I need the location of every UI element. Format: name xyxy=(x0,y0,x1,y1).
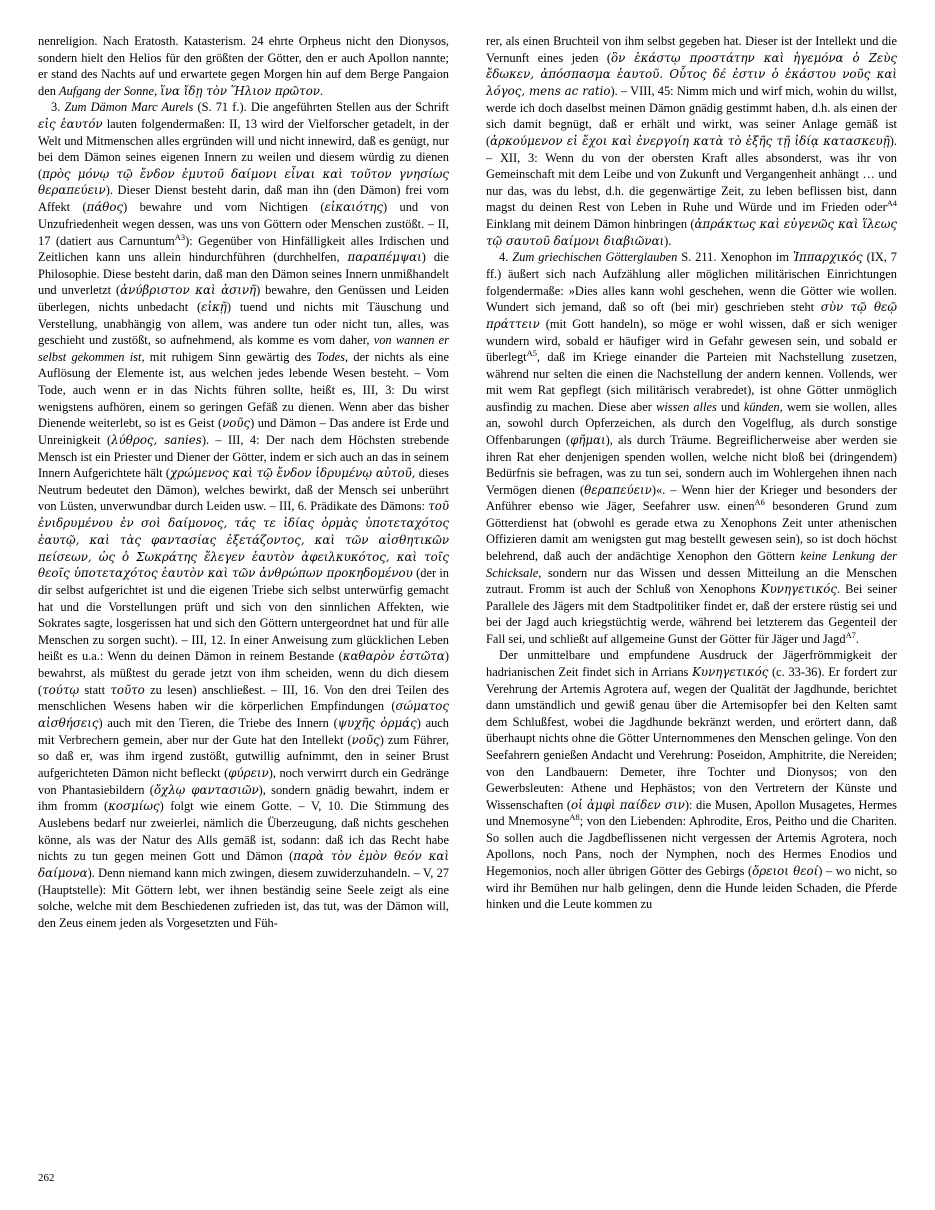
greek-quotation: φύρειν xyxy=(228,766,269,780)
paragraph xyxy=(486,647,897,912)
body-text: Der unmittelbare und empfundene Ausdruck der Jägerfrömmigkeit der hadrianischen Zeit findet sich in Arrians xyxy=(486,648,897,680)
body-text: ). Dieser Dienst besteht darin, daß man ihn (den Dämon) frei vom Affekt ( xyxy=(38,183,449,215)
footnote-marker: A3 xyxy=(174,231,186,242)
body-text: (IX, 7 ff.) äußert sich nach Aufzählung aller möglichen militärischen Einrichtungen folgendermaße: »Dies alles kann wohl geschehen, wenn die Götter wie wollen. Wundert sich jemand, daß so oft (bei mir) geschrieben steht xyxy=(486,250,898,315)
body-text: S. 211. Xenophon im xyxy=(677,250,793,265)
greek-quotation: ψυχῆς ὁρμάς xyxy=(337,715,417,730)
body-text: ) und von Unzufriedenheit wegen dessen, was uns von Göttern oder Menschen zustößt. – II, 17 (datiert aus Carnuntum xyxy=(38,200,450,248)
body-text: ) auch mit Verbrechern gemein, aber nur der Gute hat den Intellekt ( xyxy=(38,715,449,747)
body-text: besonderen Grund zum Götterdienst hat (obwohl es gerade etwa zu Xenophons Zeit unter athenischen Offizieren damit am wenigsten gut mag bestellt gewesen sein), so ist doch höchst belehrend, daß auch der andächtige Xenophon den Göttern xyxy=(486,499,898,564)
greek-quotation: τοῦ ἐνιδρυμένου ἐν σοὶ δαίμονος, τάς τε ἰδίας ὁρμὰς ὑποτεταχότος ἑαυτῷ, καὶ τὰς φαντασίας ἐξετάζοντος, καὶ τῶν αἰσθητικῶν πείσεων, ὡς ὁ Σωκράτης ἔλεγεν ἑαυτὸν ἀφειλκυκότος, καὶ τοῖς θεοῖς ὑποτεταχότος ἑαυτὸν καὶ τῶν ἀνθρώπων προκηδομένου xyxy=(38,499,449,581)
greek-quotation: ὃν ἑκάστῳ προστάτην καὶ ἡγεμόνα ὁ Ζεὺς ἔδωκεν, ἀπόσπασμα ἑαυτοῦ. Οὗτος δέ ἐστιν ὁ ἑκάστου νοῦς καὶ λόγος, mens ac ratio xyxy=(486,50,897,99)
two-column-text-body xyxy=(38,33,898,1163)
body-text: ) – wo nicht, so wird ihr Bemühen nur halb gelingen, denn die Hunde leiden Schaden, die Pferde hinken und die Leute kommen zu xyxy=(486,863,897,912)
footnote-marker: A7 xyxy=(845,629,856,640)
body-text: ), noch verwirrt durch ein Gedränge von Phantasiebildern ( xyxy=(38,766,449,797)
body-text: lauten folgendermaßen: II, 13 wird der Vielforscher getadelt, in der Welt und Mitmenschen alles ergründen will und nicht innewird, daß es genügt, nur bei dem Dämon seines eigenen Innern zu weilen und diesem würdig zu dienen ( xyxy=(38,116,449,181)
body-text: , daß im Kriege einander die Parteien mit Nachstellung zusetzen, während nur selten die einen die Nachstellung der andern kennen. Vollends, wer mit wem Rat gepflegt (sich militärisch verabredet), ist ohne Götter unmöglich ausfindig zu machen. Diese aber xyxy=(486,350,897,414)
body-text: wem sie wollen, alles an, sowohl durch Opferzeichen, als durch den Vogelflug, als durch sonstige Offenbarungen ( xyxy=(486,399,897,447)
body-text: Einklang mit deinem Dämon hinbringen ( xyxy=(486,216,695,231)
body-text: ): die Musen, Apollon Musagetes, Hermes und Mnemosyne xyxy=(486,797,897,829)
paragraph xyxy=(486,33,897,249)
body-text: 3. xyxy=(51,100,65,115)
greek-quotation: Κυνηγετικός xyxy=(692,665,769,680)
greek-quotation: καθαρὸν ἑστῶτα xyxy=(342,649,445,664)
greek-quotation: λύθρος, sanies xyxy=(111,432,202,447)
greek-quotation: νοῦς xyxy=(222,416,251,431)
right-text-column xyxy=(486,33,897,1163)
body-text: ). Denn niemand kann mich zwingen, diesem zuwiderzuhandeln. – V, 27 (Hauptstelle): Mit Göttern lebt, wer ihnen beständig seine Seele zeigt als eine solche, welche mit dem Beschiedenen zufrieden ist, das tut, was der Dämon will, den Zeus einem jeden als Vorgesetzten und Füh- xyxy=(38,866,449,930)
body-text: und xyxy=(716,399,744,414)
body-text: ), als durch Träume. Begreiflicherweise aber werden sie ihren Rat eher denjenigen spenden wollen, welche nicht bloß bei (dringendem) Bedürfnis sie befragen, was zu tun sei, sondern auch im Wohlergehen ihnen nach Vermögen dienen ( xyxy=(486,432,898,497)
body-text: rer, als einen Bruchteil von ihm selbst gegeben hat. Dieser ist der Intellekt und die Vernunft eines jeden ( xyxy=(486,34,897,65)
greek-quotation: τοῦτο xyxy=(110,682,145,697)
body-text: ). – VIII, 45: Nimm mich und wirf mich, wohin du willst, werde ich doch daselbst meinen Dämon gnädig gestimmt haben, d.h. als einen der sich damit begnügt, daß er erhält und wirkt, was seiner Anlage gemäß ist ( xyxy=(486,84,897,148)
greek-quotation: εἰκαιότης xyxy=(324,200,384,215)
emphasis-text: wissen alles xyxy=(656,399,717,414)
body-text: . Bei seiner Parallele des Jägers mit dem Stadtpolitiker findet er, daß der erstere rüstig sei und bei der Jagd auch kriegstüchtig werde, während bei letzterem das Gegenteil der Fall sei, und schließt auf allgemeine Gunst der Götter für Jäger und Jagd xyxy=(486,582,897,646)
body-text: dieses Neutrum bedeutet den Dämon), welches bewirkt, daß der Mensch sei unberührt von Lüsten, unverwundbar durch Leiden usw. – III, 6. Prädikate des Dämons: xyxy=(38,466,449,514)
greek-quotation: Ἱππαρχικός xyxy=(792,250,863,265)
greek-quotation: ὄχλῳ φαντασιῶν xyxy=(153,782,259,797)
body-text: ). xyxy=(664,233,672,248)
body-text: ) bewahrst, als müßtest du gerade jetzt von ihm scheiden, wenn du dich diesem ( xyxy=(38,649,449,697)
greek-quotation: οἱ ἀμφὶ παίδεν σιν xyxy=(571,797,685,812)
greek-quotation: σὺν τῷ θεῷ πράττειν xyxy=(486,300,898,331)
emphasis-text: von wannen er selbst gekommen ist, xyxy=(38,333,449,364)
body-text: ) zum Führer, so daß er, was ihm irgend zustößt, gutwillig aufnimmt, den in seiner Brust aufgerichteten Dämon nicht befleckt ( xyxy=(38,732,449,780)
body-text: der nichts als eine Auflösung der Elemente ist, aus welchen jedes lebende Wesen besteht. – Vom Tode, auch wenn er in das Nichts führen sollte, heißt es, III, 3: Du wirst wenigstens aufhören, einem so geringen Gefäß zu dienen. Wenn aber das bisher Dienende weiterlebt, so ist es Geist ( xyxy=(38,349,449,431)
greek-quotation: παρὰ τὸν ἐμὸν θεόν καὶ δαίμονα xyxy=(38,849,449,881)
greek-quotation: κοσμίως xyxy=(108,799,160,814)
body-text: mit ruhigem Sinn gewärtig des xyxy=(144,349,317,364)
greek-quotation: εἰκῇ xyxy=(201,300,227,315)
emphasis-text: Aufgang der Sonne, xyxy=(59,83,161,98)
body-text: (der in dir selbst aufgerichtet ist und die eigenen Triebe sich selbst unterwürfig gemacht hat und die Vorstellungen prüft und sich von den sinnlichen Affekten, wie Sokrates sagte, losgerissen hat und sich den Göttern untergeordnet hat und für alle Menschen zu sorgen sucht). – III, 12. In einer Anweisung zum glücklichen Leben heißt es u.a.: Wenn du deinen Dämon in reinem Bestande ( xyxy=(38,566,450,664)
body-text: ) folgt wie einem Gotte. – V, 10. Die Stimmung des Auslebens bedarf nur zweierlei, nämlich die Überzeugung, daß nichts geschehen könne, als was der Natur des Alls gemäß ist, sodann: daß ich das Recht habe nichts zu tun gegen meinen Gott und Dämon ( xyxy=(38,799,449,864)
greek-quotation: θεραπεύειν xyxy=(584,482,652,497)
greek-quotation: πάθος xyxy=(86,200,124,215)
paragraph xyxy=(38,99,449,931)
footnote-marker: A5 xyxy=(526,347,537,358)
body-text: )«. – Wenn hier der Krieger und besonders der Anführer ebenso wie Jäger, Seefahrer usw. einen xyxy=(486,482,897,514)
page-number: 262 xyxy=(38,1172,55,1184)
body-text: statt xyxy=(79,682,111,697)
paragraph xyxy=(486,249,897,647)
body-text: ) tuend und nichts mit Täuschung und Verstellung, unabhängig von allem, was andere tun oder nicht tun, alles, was geschieht und zustößt, so aufnehmend, als komme es vom daher, xyxy=(38,300,449,348)
greek-quotation: χρώμενος καὶ τῷ ἔνδον ἱδρυμένῳ αὐτοῦ, xyxy=(170,466,416,481)
emphasis-text: Todes, xyxy=(316,349,349,364)
greek-quotation: ἵνα ἴδῃ τὸν Ἥλιον πρῶτον xyxy=(160,83,320,98)
greek-quotation: παραπέμψαι xyxy=(347,250,422,265)
greek-quotation: τούτῳ xyxy=(42,682,80,697)
footnote-marker: A6 xyxy=(754,497,765,508)
greek-quotation: πρὸς μόνῳ τῷ ἔνδον ἐμυτοῦ δαίμονι εἶναι καὶ τοῦτον γνησίως θεραπεύειν xyxy=(38,166,449,198)
body-text: ). – XII, 3: Wenn du von der obersten Kraft alles absonderst, was ihr von Gemeinschaft mit dem Leibe und von Zukunft und Vergangenheit anhängt … und nur das, was du lebst, d.h. die gegenwärtige Zeit, zu leben beflissen bist, dann magst du deinen Rest von Leben in Ruhe und Würde und im Frieden oder xyxy=(486,133,897,215)
body-text: ): Gegenüber von Hinfälligkeit alles Irdischen und Zeitlichen kann uns allein hindurchführen (durchhelfen, xyxy=(38,233,449,265)
body-text: ; von den Liebenden: Aphrodite, Eros, Peitho und die Chariten. So sollen auch die Jagdbeflissenen nicht vergessen der Artemis Agrotera, noch Apollons, noch Pans, noch der Nymphen, noch des Hermes Enodios und Hegemonios, noch aller übrigen Götter des Gebirgs ( xyxy=(486,814,897,878)
body-text: ). – III, 4: Der nach dem Höchsten strebende Mensch ist ein Priester und Diener der Götter, indem er sich auch an das in seinem Innern Aufgerichtete hält ( xyxy=(38,432,449,481)
body-text: ) bewahre, den Genüssen und Leiden überlegen, nichts unbedacht ( xyxy=(38,283,449,315)
body-text: (mit Gott handeln), so möge er wohl wissen, daß er sich weniger wundern wird, sobald er häufiger wird in Gefahr gewesen sein, und sobald er überlegt xyxy=(486,316,897,365)
body-text: ), sondern gnädig bewahrt, indem er ihm fromm ( xyxy=(38,782,449,814)
body-text: ) und Dämon – Das andere ist Erde und Unreinigkeit ( xyxy=(38,416,449,447)
paragraph xyxy=(38,33,449,99)
body-text: (c. 33-36). Er fordert zur Verehrung der Artemis Agrotera auf, wegen der Qualität der Jagdhunde, berichtet dann umständlich und gewiß genau über die Artemisopfer bei den Kelten samt dem Schlußfest, wobei die Jagdhunde bekränzt werden, und erörtert dann, daß überhaupt nichts ohne die Götter Unternommenes den Menschen gelinge. Von den Seefahrern genießen Andacht und Verehrung: Poseidon, Amphitrite, die Nereiden; von den Landbauern: Demeter, ihre Tochter und Dionysos; von den Gewerbsleuten: Athene und Hephästos; von den Vertretern der Künste und Wissenschaften ( xyxy=(486,665,897,812)
greek-quotation: ἀνύβριστον καὶ ἀσινῆ xyxy=(120,283,257,298)
greek-quotation: φῆμαι xyxy=(570,432,606,447)
body-text: 4. xyxy=(499,250,513,265)
body-text: . xyxy=(319,83,324,98)
greek-quotation: Κυνηγετικός xyxy=(760,582,837,597)
emphasis-text: keine Lenkung der Schicksale, xyxy=(486,549,897,580)
body-text: . xyxy=(855,631,859,646)
greek-quotation: ὄρειοι θεοί xyxy=(752,863,819,878)
greek-quotation: ἀπράκτως καὶ εὐγενῶς καὶ ἵλεως τῷ σαυτοῦ δαίμονι διαβιῶναι xyxy=(486,216,897,248)
left-text-column xyxy=(38,33,449,1163)
greek-quotation: εἰς ἑαυτόν xyxy=(38,116,103,131)
body-text: zu lesen) anschließest. – III, 16. Von den drei Teilen des menschlichen Wesens haben wir die körperlichen Empfindungen ( xyxy=(38,682,449,714)
greek-quotation: ἀρκούμενον εἰ ἔχοι καὶ ἐνεργοίη κατὰ τὸ ἑξῆς τῇ ἰδίᾳ κατασκευῇ xyxy=(490,133,890,148)
emphasis-text: Zum Dämon Marc Aurels xyxy=(64,100,194,115)
greek-quotation: σώματος αἰσθήσεις xyxy=(38,699,449,730)
body-text: ) bewahre und vom Nichtigen ( xyxy=(123,200,325,215)
body-text: ) auch mit den Tieren, die Triebe des Innern ( xyxy=(98,715,338,730)
greek-quotation: νοῦς xyxy=(351,732,380,747)
emphasis-text: künden, xyxy=(743,399,783,414)
body-text: nenreligion. Nach Eratosth. Katasterism. 24 ehrte Orpheus nicht den Dionysos, sondern hielt den Helios für den größten der Götter, den er auch Apollon nannte; er stand des Nachts auf und erwartete gegen Morgen hin auf dem Berge Pangaion den xyxy=(38,34,449,98)
footnote-marker: A4 xyxy=(886,198,897,209)
body-text: (S. 71 f.). Die angeführten Stellen aus der Schrift xyxy=(193,100,449,115)
footnote-marker: A8 xyxy=(569,812,580,823)
body-text: ) die Philosophie. Diese besteht darin, daß man den Dämon seines Innern unmißhandelt und unverletzt ( xyxy=(38,250,449,298)
emphasis-text: Zum griechischen Götterglauben xyxy=(512,250,678,265)
body-text: sondern nur das Wissen und dessen Mitteilung an die Menschen zutraut. Fromm ist auch der Schluß von Xenophons xyxy=(486,565,897,597)
